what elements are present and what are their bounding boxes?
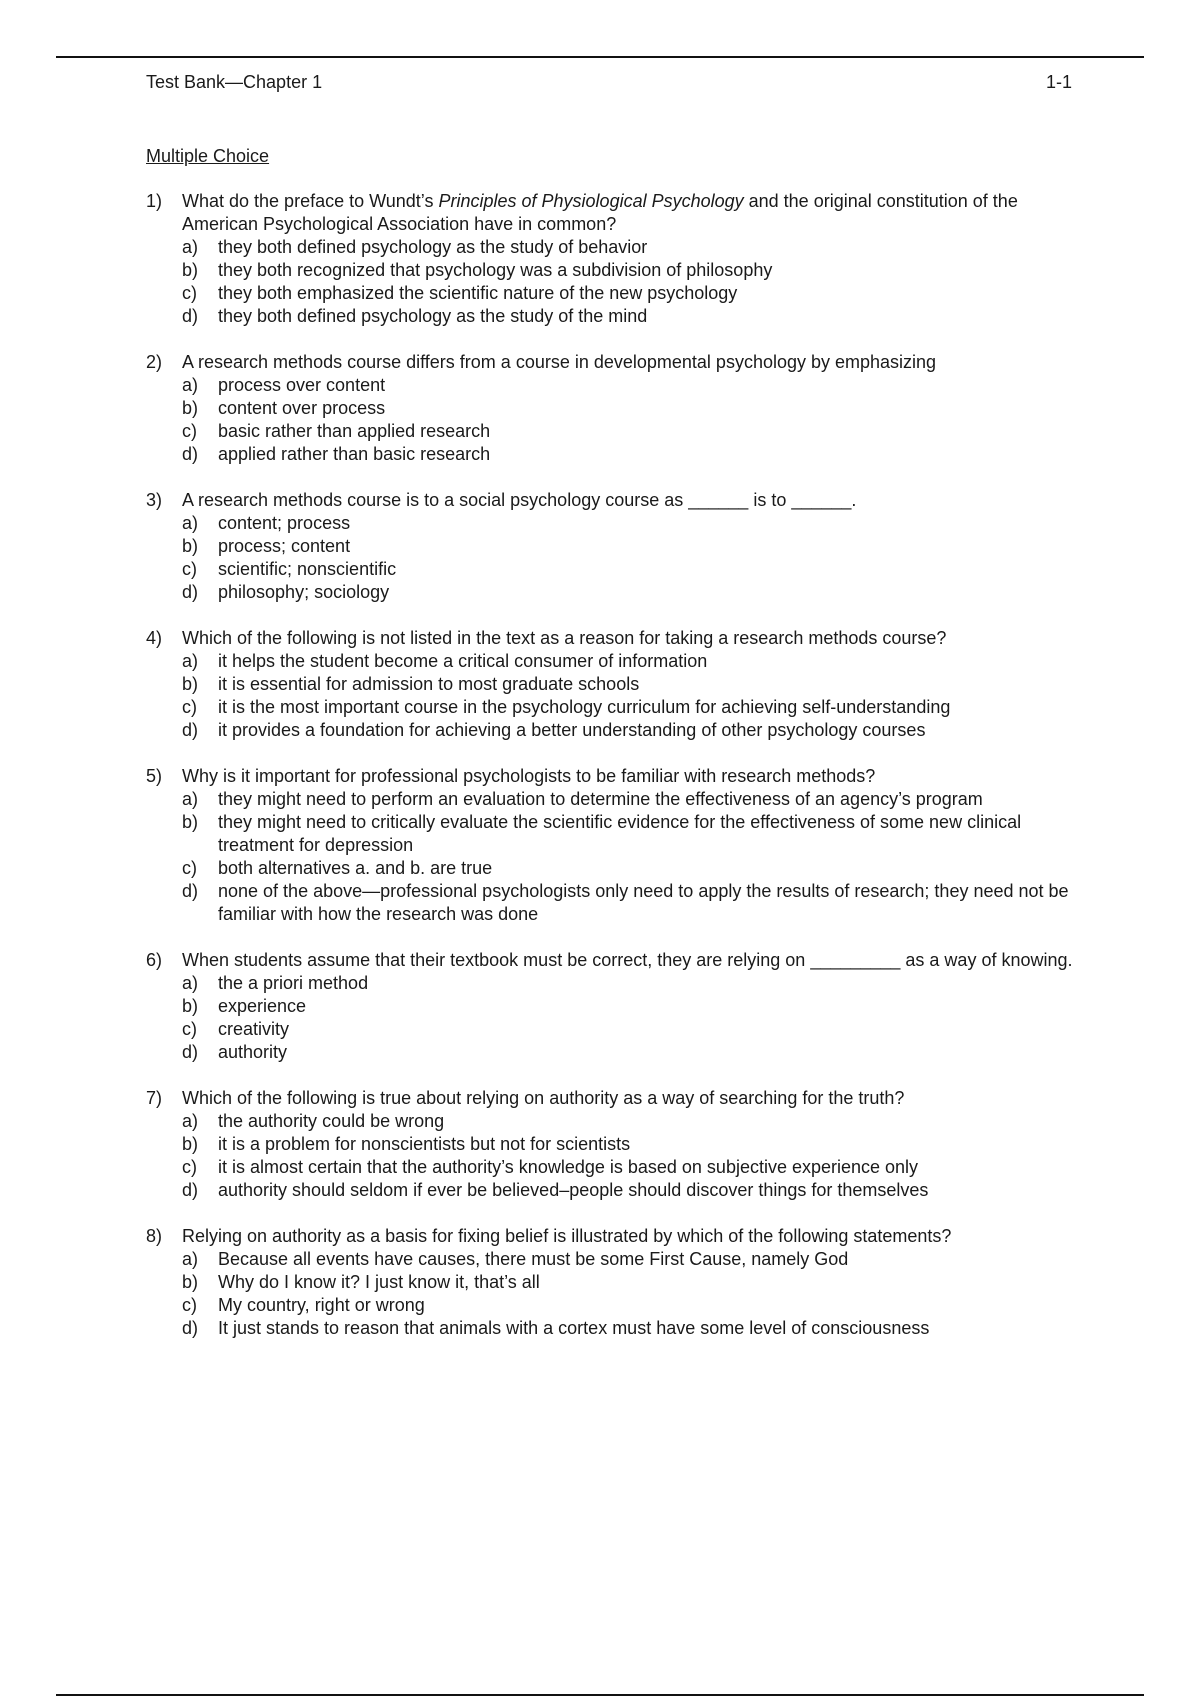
question-8 — [146, 1225, 1096, 1340]
option-letter: d) — [182, 582, 199, 602]
option-text: the a priori method — [218, 973, 369, 993]
question-stem — [182, 191, 1018, 234]
option-text: content; process — [218, 513, 351, 533]
option-letter: b) — [182, 260, 199, 280]
option-text: Because all events have causes, there must be some First Cause, namely God — [218, 1249, 849, 1269]
option-text: authority — [218, 1042, 288, 1062]
page-number: 1-1 — [1045, 72, 1072, 92]
option-text: process over content — [218, 375, 386, 395]
answer-option — [146, 673, 1096, 696]
option-text: it is essential for admission to most graduate schools — [218, 674, 640, 694]
option-text: they both recognized that psychology was a subdivision of philosophy — [218, 260, 773, 280]
option-letter: d) — [182, 881, 199, 901]
answer-option — [146, 1248, 1096, 1271]
section-title: Multiple Choice — [146, 146, 270, 166]
option-letter: b) — [182, 536, 199, 556]
option-text: they might need to critically evaluate the scientific evidence for the effectiveness of some new clinical treatment for depression — [218, 812, 1022, 855]
option-text: the authority could be wrong — [218, 1111, 445, 1131]
answer-option — [146, 1294, 1096, 1317]
option-text: experience — [218, 996, 307, 1016]
book-title: Principles of Physiological Psychology — [438, 191, 744, 211]
answer-options — [146, 374, 1096, 466]
question-2 — [146, 351, 1096, 466]
option-text: basic rather than applied research — [218, 421, 491, 441]
answer-option — [146, 259, 1096, 282]
question-list — [146, 190, 1096, 1363]
answer-option — [146, 719, 1096, 742]
option-letter: d) — [182, 1318, 199, 1338]
option-letter: c) — [182, 1019, 197, 1039]
option-letter: b) — [182, 996, 199, 1016]
answer-options — [146, 236, 1096, 328]
option-text: authority should seldom if ever be believed–people should discover things for themselves — [218, 1180, 929, 1200]
answer-option — [146, 650, 1096, 673]
option-text: it is the most important course in the psychology curriculum for achieving self-understanding — [218, 697, 951, 717]
question-stem: Why is it important for professional psychologists to be familiar with research methods? — [182, 766, 876, 786]
option-text: it helps the student become a critical consumer of information — [218, 651, 708, 671]
question-4 — [146, 627, 1096, 742]
answer-option — [146, 857, 1096, 880]
question-stem: A research methods course is to a social psychology course as ______ is to ______. — [182, 490, 857, 510]
question-number: 2) — [146, 352, 163, 372]
option-text: My country, right or wrong — [218, 1295, 425, 1315]
answer-option — [146, 535, 1096, 558]
answer-option — [146, 1041, 1096, 1064]
answer-option — [146, 420, 1096, 443]
answer-options — [146, 650, 1096, 742]
answer-option — [146, 811, 1096, 857]
answer-option — [146, 1133, 1096, 1156]
answer-option — [146, 1179, 1096, 1202]
question-number: 4) — [146, 628, 163, 648]
answer-option — [146, 972, 1096, 995]
option-letter: d) — [182, 1042, 199, 1062]
option-letter: c) — [182, 858, 197, 878]
answer-option — [146, 788, 1096, 811]
option-text: scientific; nonscientific — [218, 559, 397, 579]
question-number: 5) — [146, 766, 163, 786]
option-text: both alternatives a. and b. are true — [218, 858, 493, 878]
answer-options — [146, 788, 1096, 926]
answer-option — [146, 995, 1096, 1018]
question-stem: When students assume that their textbook must be correct, they are relying on _________ as a way of knowing. — [182, 950, 1073, 970]
question-number: 6) — [146, 950, 163, 970]
option-letter: c) — [182, 421, 197, 441]
answer-option — [146, 1317, 1096, 1340]
option-text: they both defined psychology as the study of behavior — [218, 237, 648, 257]
answer-option — [146, 696, 1096, 719]
option-text: philosophy; sociology — [218, 582, 390, 602]
option-letter: b) — [182, 1272, 199, 1292]
page-header — [146, 72, 1072, 96]
option-letter: d) — [182, 1180, 199, 1200]
option-text: it is a problem for nonscientists but not for scientists — [218, 1134, 631, 1154]
answer-options — [146, 512, 1096, 604]
option-letter: d) — [182, 444, 199, 464]
option-letter: a) — [182, 375, 199, 395]
question-5 — [146, 765, 1096, 926]
answer-option — [146, 581, 1096, 604]
answer-option — [146, 397, 1096, 420]
question-stem: Which of the following is not listed in the text as a reason for taking a research methods course? — [182, 628, 947, 648]
option-letter: a) — [182, 1111, 199, 1131]
option-letter: c) — [182, 697, 197, 717]
option-letter: d) — [182, 306, 199, 326]
option-text: they might need to perform an evaluation to determine the effectiveness of an agency’s program — [218, 789, 983, 809]
option-letter: c) — [182, 1157, 197, 1177]
option-letter: a) — [182, 513, 199, 533]
question-6 — [146, 949, 1096, 1064]
option-text: it provides a foundation for achieving a better understanding of other psychology courses — [218, 720, 926, 740]
option-letter: a) — [182, 789, 199, 809]
option-letter: b) — [182, 812, 199, 832]
option-letter: a) — [182, 973, 199, 993]
option-text: they both emphasized the scientific nature of the new psychology — [218, 283, 738, 303]
option-text: they both defined psychology as the study of the mind — [218, 306, 648, 326]
option-text: process; content — [218, 536, 351, 556]
option-letter: b) — [182, 1134, 199, 1154]
option-text: Why do I know it? I just know it, that’s all — [218, 1272, 540, 1292]
answer-option — [146, 1110, 1096, 1133]
answer-option — [146, 1156, 1096, 1179]
answer-option — [146, 443, 1096, 466]
answer-option — [146, 512, 1096, 535]
option-letter: c) — [182, 283, 197, 303]
stem-text: and the original constitution of the American Psychological Association have in common? — [182, 191, 1018, 234]
question-stem: Relying on authority as a basis for fixing belief is illustrated by which of the following statements? — [182, 1226, 952, 1246]
answer-option — [146, 305, 1096, 328]
option-letter: b) — [182, 674, 199, 694]
answer-option — [146, 236, 1096, 259]
option-letter: c) — [182, 1295, 197, 1315]
answer-option — [146, 374, 1096, 397]
bottom-rule — [56, 1694, 1144, 1696]
option-text: none of the above—professional psychologists only need to apply the results of research; they need not be familiar with how the research was done — [218, 881, 1069, 924]
answer-option — [146, 282, 1096, 305]
option-letter: d) — [182, 720, 199, 740]
answer-options — [146, 1110, 1096, 1202]
answer-option — [146, 1018, 1096, 1041]
question-1 — [146, 190, 1096, 328]
question-7 — [146, 1087, 1096, 1202]
question-3 — [146, 489, 1096, 604]
option-text: creativity — [218, 1019, 290, 1039]
option-letter: a) — [182, 651, 199, 671]
question-stem: A research methods course differs from a course in developmental psychology by emphasizing — [182, 352, 937, 372]
stem-text: What do the preface to Wundt’s — [182, 191, 439, 211]
answer-options — [146, 972, 1096, 1064]
option-text: it is almost certain that the authority’s knowledge is based on subjective experience only — [218, 1157, 919, 1177]
option-letter: a) — [182, 237, 199, 257]
header-title: Test Bank—Chapter 1 — [146, 72, 323, 92]
answer-option — [146, 558, 1096, 581]
option-text: applied rather than basic research — [218, 444, 491, 464]
top-rule — [56, 56, 1144, 58]
question-number: 1) — [146, 191, 163, 211]
question-number: 8) — [146, 1226, 163, 1246]
option-letter: c) — [182, 559, 197, 579]
question-number: 7) — [146, 1088, 163, 1108]
question-number: 3) — [146, 490, 163, 510]
option-letter: b) — [182, 398, 199, 418]
question-stem: Which of the following is true about relying on authority as a way of searching for the truth? — [182, 1088, 905, 1108]
answer-option — [146, 1271, 1096, 1294]
option-text: It just stands to reason that animals with a cortex must have some level of consciousness — [218, 1318, 930, 1338]
answer-options — [146, 1248, 1096, 1340]
answer-option — [146, 880, 1096, 926]
option-text: content over process — [218, 398, 386, 418]
option-letter: a) — [182, 1249, 199, 1269]
